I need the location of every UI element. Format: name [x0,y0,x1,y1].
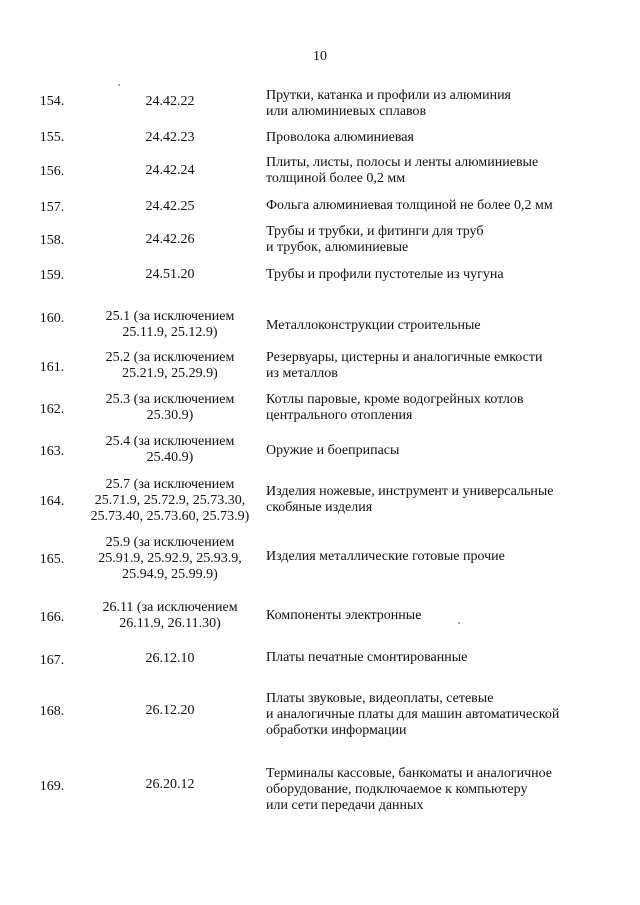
okpd-code: 25.9 (за исключением 25.91.9, 25.92.9, 25.93.9, 25.94.9, 25.99.9) [98,535,242,582]
okpd-code: 24.42.25 [145,199,195,214]
page-number: 10 [313,49,327,64]
okpd-code: 24.42.24 [145,163,195,178]
row-number: 157. [39,200,65,215]
okpd-code: 26.20.12 [145,777,195,792]
product-description: Фольга алюминиевая толщиной не более 0,2 мм [266,198,553,213]
row-number: 164. [39,494,65,509]
product-description: Изделия ножевые, инструмент и универсальные скобяные изделия [266,484,554,515]
okpd-code: 24.51.20 [145,267,195,282]
product-description: Прутки, катанка и профили из алюминия или алюминиевых сплавов [266,88,511,119]
product-description: Платы звуковые, видеоплаты, сетевые и аналогичные платы для машин автоматической обработки информации [266,691,560,738]
product-description: Резервуары, цистерны и аналогичные емкости из металлов [266,350,543,381]
product-description: Плиты, листы, полосы и ленты алюминиевые толщиной более 0,2 мм [266,155,539,186]
row-number: 160. [39,311,65,326]
okpd-code: 25.4 (за исключением 25.40.9) [105,434,235,465]
product-description: Проволока алюминиевая [266,130,414,145]
row-number: 161. [39,360,65,375]
row-number: 165. [39,552,65,567]
product-description: Терминалы кассовые, банкоматы и аналогичное оборудование, подключаемое к компьютеру или сети передачи данных [266,766,553,813]
row-number: 158. [39,233,65,248]
row-number: 159. [39,268,65,283]
row-number: 156. [39,164,65,179]
row-number: 162. [39,402,65,417]
product-description: Трубы и трубки, и фитинги для труб и трубок, алюминиевые [266,224,484,255]
scan-speck [118,84,120,86]
okpd-code: 25.1 (за исключением 25.11.9, 25.12.9) [105,309,235,340]
product-description: Оружие и боеприпасы [266,443,400,458]
okpd-code: 25.2 (за исключением 25.21.9, 25.29.9) [105,350,235,381]
row-number: 169. [39,779,65,794]
row-number: 166. [39,610,65,625]
row-number: 154. [39,94,65,109]
row-number: 155. [39,130,65,145]
product-description: Металлоконструкции строительные [266,318,481,333]
okpd-code: 25.3 (за исключением 25.30.9) [105,392,235,423]
scan-speck [458,622,460,624]
okpd-code: 24.42.22 [145,94,195,109]
product-description: Платы печатные смонтированные [266,650,468,665]
row-number: 167. [39,653,65,668]
okpd-code: 24.42.26 [145,232,195,247]
okpd-code: 24.42.23 [145,130,195,145]
row-number: 163. [39,444,65,459]
product-description: Изделия металлические готовые прочие [266,549,505,564]
product-description: Трубы и профили пустотелые из чугуна [266,267,504,282]
okpd-code: 26.12.10 [145,651,195,666]
product-description: Компоненты электронные [266,608,422,623]
okpd-code: 26.12.20 [145,703,195,718]
product-description: Котлы паровые, кроме водогрейных котлов центрального отопления [266,392,524,423]
okpd-code: 26.11 (за исключением 26.11.9, 26.11.30) [102,600,238,631]
okpd-code: 25.7 (за исключением 25.71.9, 25.72.9, 25.73.30, 25.73.40, 25.73.60, 25.73.9) [90,477,250,524]
row-number: 168. [39,704,65,719]
